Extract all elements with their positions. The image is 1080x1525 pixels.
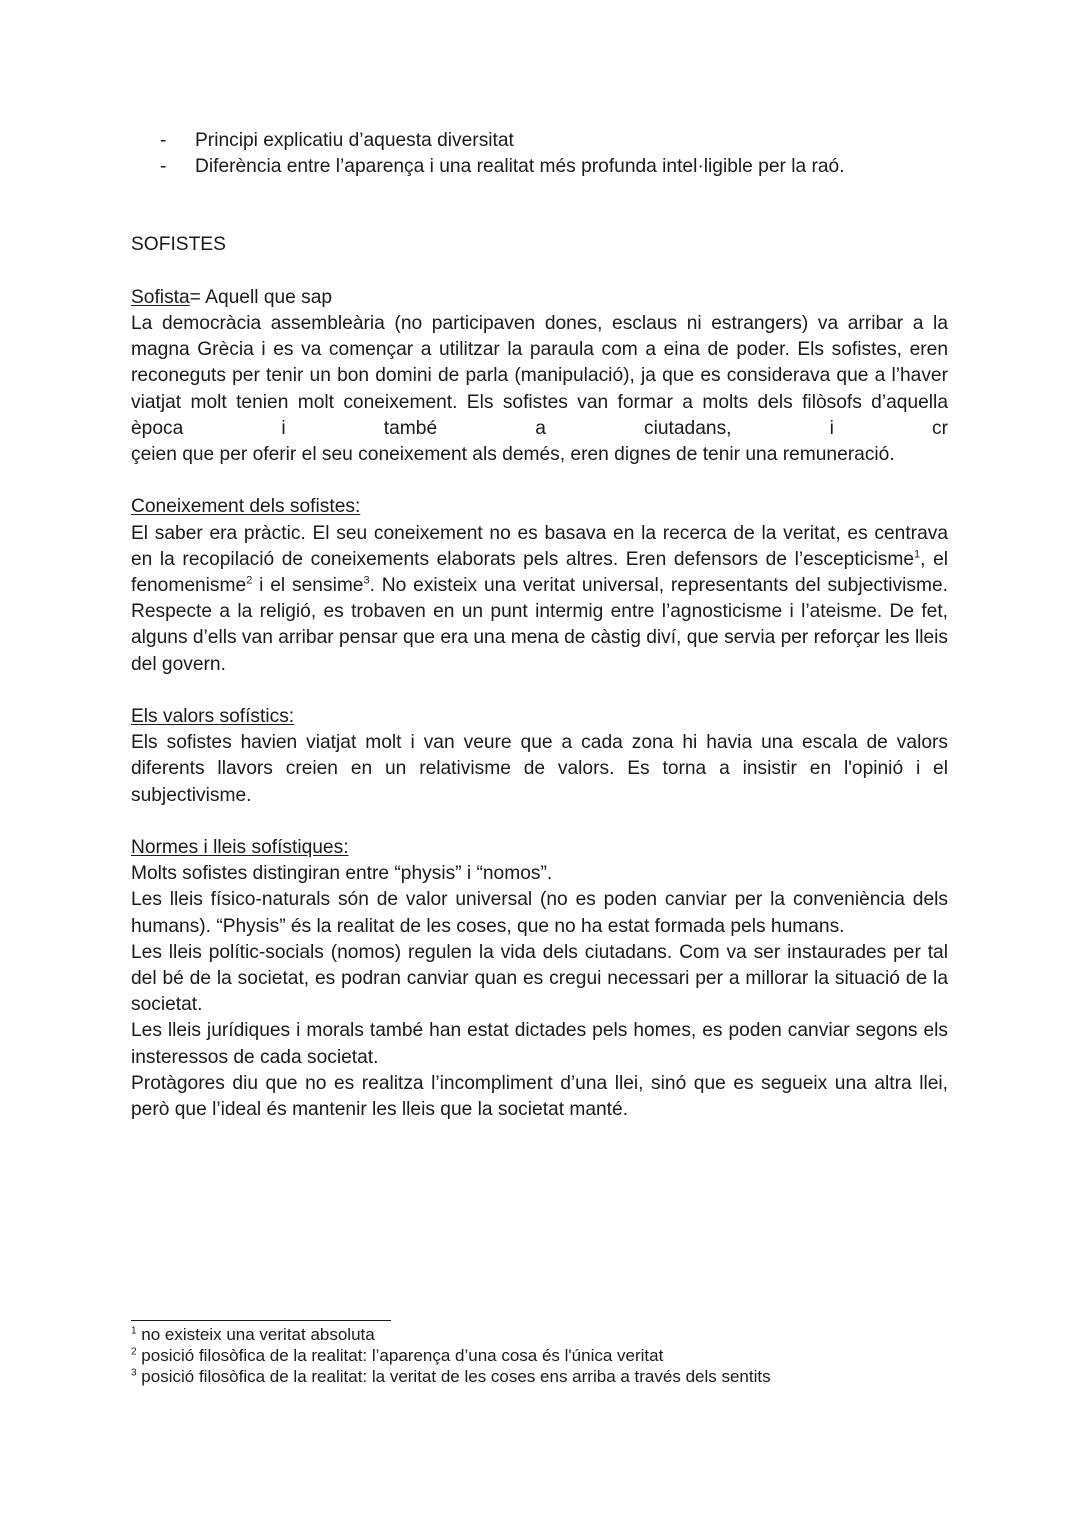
list-item — [131, 128, 948, 154]
footnote-ref-2: 2 — [246, 574, 253, 587]
normes-line: Protàgores diu que no es realitza l’incompliment d’una llei, sinó que es segueix una altra llei, però que l’ideal és mantenir les lleis que la societat manté. — [131, 1072, 948, 1121]
footnote-number: 3 — [131, 1367, 137, 1379]
list-item-text: Diferència entre l’aparença i una realitat més profunda intel·ligible per la raó. — [195, 156, 845, 178]
valors-section — [131, 704, 948, 809]
sofista-definition-text: = Aquell que sap — [189, 286, 333, 308]
sofista-section — [131, 285, 948, 468]
coneixement-heading: Coneixement dels sofistes: — [131, 496, 361, 518]
intro-paragraph: La democràcia assembleària (no participaven dones, esclaus ni estrangers) va arribar a la magna Grècia i es va començar a utilitzar la paraula com a eina de poder. Els sofistes, eren reconeguts per tenir un bon domini de parla (manipulació), ja que es considerava que a l’haver viatjat molt tenien molt coneixement. Els sofistes van formar a molts dels filòsofs d’aquella època i també a ciutadans, i cr — [131, 313, 948, 439]
list-item — [131, 154, 948, 180]
intro-paragraph-end: çeien que per oferir el seu coneixement als demés, eren dignes de tenir una remuneració. — [131, 444, 895, 466]
coneixement-text: i el sensime — [252, 575, 364, 597]
sofista-definition — [131, 285, 948, 311]
normes-line: Les lleis polític-socials (nomos) regulen la vida dels ciutadans. Com va ser instaurades per tal del bé de la societat, es podran canviar quan es cregui necessari per a millorar la situació de la societat. — [131, 941, 948, 1016]
document-body — [131, 128, 948, 1123]
valors-paragraph: Els sofistes havien viatjat molt i van veure que a cada zona hi havia una escala de valors diferents llavors creien en un relativisme de valors. Es torna a insistir en l'opinió i el subjectivisme. — [131, 732, 948, 806]
sofista-term: Sofista — [131, 286, 190, 308]
footnote-separator — [131, 1320, 391, 1321]
footnote-ref-1: 1 — [914, 548, 921, 561]
section-title: SOFISTES — [131, 234, 226, 256]
valors-heading: Els valors sofístics: — [131, 706, 295, 728]
coneixement-section — [131, 494, 948, 677]
footnote — [131, 1324, 948, 1345]
normes-heading: Normes i lleis sofístiques: — [131, 837, 349, 859]
footnote-text: no existeix una veritat absoluta — [141, 1325, 375, 1344]
normes-line: Les lleis físico-naturals són de valor universal (no es poden canviar per la conveniència dels humans). “Physis” és la realitat de les coses, que no ha estat formada pels humans. — [131, 889, 948, 937]
top-bullet-list — [131, 128, 948, 180]
footnote — [131, 1345, 948, 1366]
coneixement-text: El saber era pràctic. El seu coneixement no es basava en la recerca de la veritat, es centrava en la recopilació de coneixements elaborats pels altres. Eren defensors de l’escepticisme — [131, 522, 948, 570]
bullet-dash: - — [160, 156, 167, 178]
footnote-text: posició filosòfica de la realitat: la veritat de les coses ens arriba a través dels sentits — [141, 1367, 771, 1386]
footnote — [131, 1366, 948, 1387]
normes-section — [131, 835, 948, 1123]
list-item-text: Principi explicatiu d’aquesta diversitat — [195, 130, 514, 151]
footnotes — [131, 1320, 948, 1387]
coneixement-text: . No existeix una veritat universal, representants del subjectivisme. Respecte a la religió, es trobaven en un punt intermig entre l’agnosticisme i l’ateisme. De fet, alguns d’ells van arribar pensar que era una mena de càstig diví, que servia per reforçar les lleis del govern. — [131, 575, 948, 675]
coneixement-paragraph — [131, 521, 948, 678]
footnote-number: 1 — [131, 1325, 137, 1337]
footnote-text: posició filosòfica de la realitat: l’aparença d’una cosa és l'única veritat — [141, 1346, 664, 1365]
bullet-dash: - — [160, 130, 167, 151]
normes-line: Molts sofistes distingiran entre “physis” i “nomos”. — [131, 863, 553, 885]
footnote-number: 2 — [131, 1346, 137, 1358]
footnote-ref-3: 3 — [363, 574, 370, 587]
normes-line: Les lleis jurídiques i morals també han estat dictades pels homes, es poden canviar segons els insteressos de cada societat. — [131, 1020, 948, 1068]
coneixement-text: , el fenomenisme — [131, 548, 948, 597]
